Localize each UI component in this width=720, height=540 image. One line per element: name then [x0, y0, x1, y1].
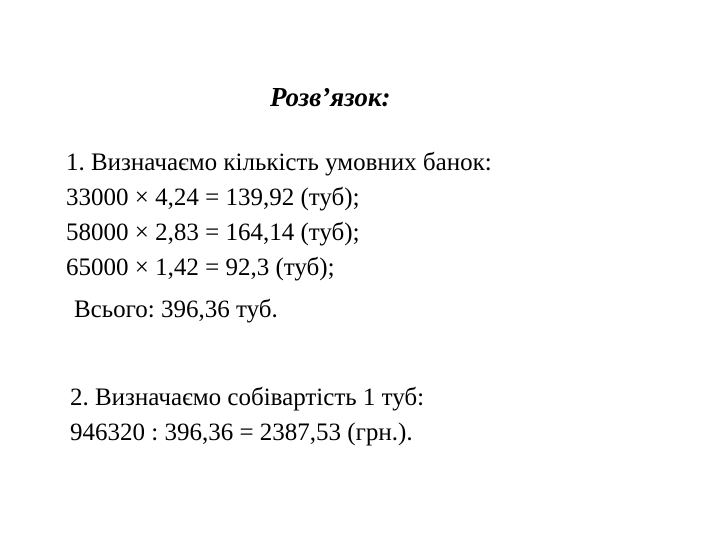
calculation-line: 58000 × 2,83 = 164,14 (туб); [66, 219, 360, 246]
step-2-block [70, 380, 424, 450]
step-2-heading: 2. Визначаємо собівартість 1 туб: [70, 384, 425, 411]
solution-title: Розв’язок: [270, 82, 391, 112]
calculation-line: 65000 × 1,42 = 92,3 (туб); [66, 254, 335, 281]
step-1-heading: 1. Визначаємо кількість умовних банок: [66, 149, 492, 176]
total-line: Всього: 396,36 туб. [74, 296, 278, 323]
cost-calculation-line: 946320 : 396,36 = 2387,53 (грн.). [70, 419, 413, 446]
step-1-block [66, 145, 492, 285]
calculation-line: 33000 × 4,24 = 139,92 (туб); [66, 184, 360, 211]
